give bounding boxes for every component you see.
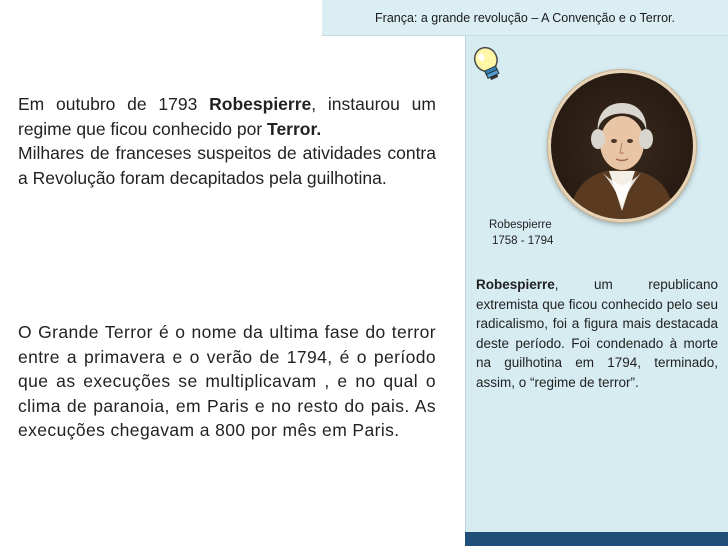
sidebar-name-bold: Robespierre (476, 277, 555, 292)
lightbulb-icon (468, 42, 508, 86)
sidebar-text: , um republicano extremista que ficou conhecido pelo seu radicalismo, foi a figura mais destacada deste período. Foi condenado à morte na guilhotina em 1794, terminado, assim, o “regime de terror”. (476, 277, 718, 390)
paragraph-intro (18, 92, 436, 190)
slide-title-bar (322, 0, 728, 36)
portrait-caption-name: Robespierre (489, 219, 552, 231)
intro-name-bold: Robespierre (209, 94, 312, 114)
intro-lead: Em outubro de 1793 (18, 94, 210, 114)
side-panel-bottom-bar (465, 532, 728, 546)
intro-tail: Milhares de franceses suspeitos de atividades contra a Revolução foram decapitados pela guilhotina. (18, 143, 436, 188)
robespierre-portrait (548, 70, 696, 222)
paragraph-grand-terror: O Grande Terror é o nome da ultima fase do terror entre a primavera e o verão de 1794, é o período que as execuções se multiplicavam , e no qual o clima de paranoia, em Paris e no resto do pais. As execuções chegavam a 800 por mês em Paris. (18, 322, 436, 440)
portrait-figure (551, 73, 693, 219)
slide-title: França: a grande revolução – A Convenção e o Terror. (375, 10, 675, 25)
intro-terror-bold: Terror. (267, 118, 322, 139)
portrait-caption-dates: 1758 - 1794 (492, 235, 554, 247)
sidebar-paragraph (476, 275, 718, 392)
intro-mid: , instaurou um regime que ficou conhecido por (18, 94, 436, 139)
